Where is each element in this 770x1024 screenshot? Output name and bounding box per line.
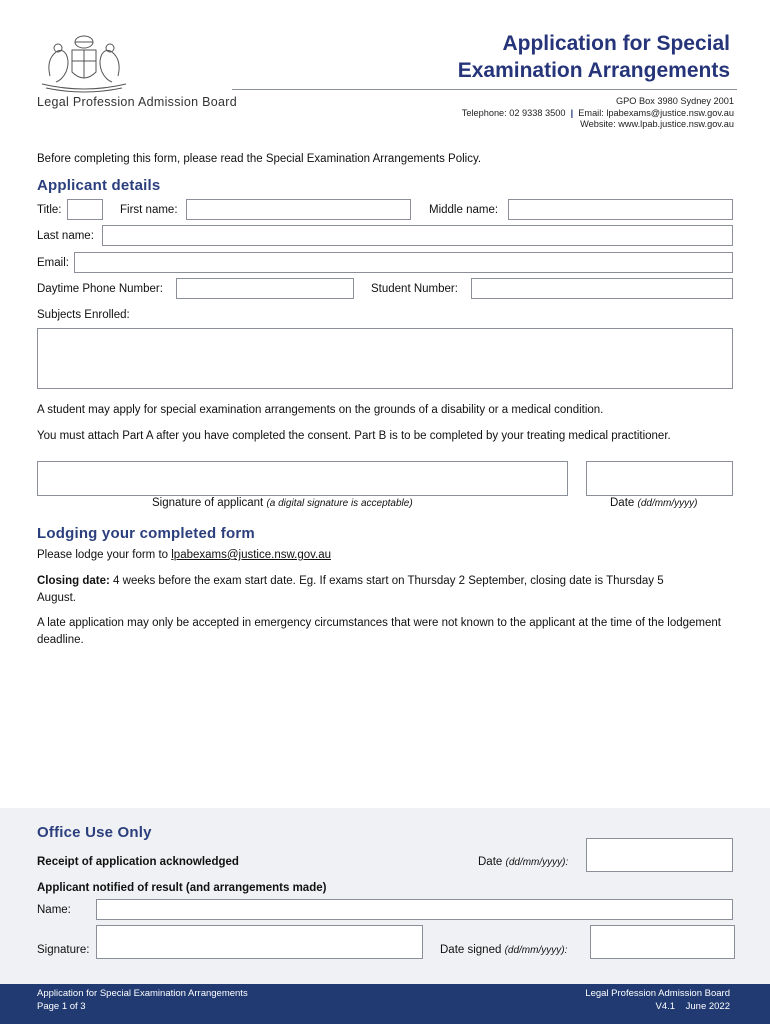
- office-use-heading: Office Use Only: [37, 824, 152, 841]
- lodging-heading: Lodging your completed form: [37, 525, 255, 542]
- title-line-1: Application for Special: [502, 32, 730, 55]
- office-name-field[interactable]: [96, 899, 733, 920]
- signature-label: Signature of applicant: [152, 497, 264, 509]
- office-date-hint: (dd/mm/yyyy):: [505, 857, 569, 868]
- subjects-label: Subjects Enrolled:: [37, 309, 130, 321]
- footer-doc-title: Application for Special Examination Arrangements: [37, 988, 248, 999]
- closing-date-text: [37, 573, 677, 607]
- date-label: Date: [610, 497, 635, 509]
- title-field[interactable]: [67, 199, 103, 220]
- address: GPO Box 3980 Sydney 2001: [616, 96, 734, 106]
- email-contact: Email: lpabexams@justice.nsw.gov.au: [578, 107, 734, 118]
- student-number-label: Student Number:: [371, 283, 458, 295]
- closing-date-label: Closing date:: [37, 575, 110, 587]
- contact-block: [462, 96, 734, 131]
- late-application-text: A late application may only be accepted in emergency circumstances that were not known to the applicant at the time of the lodgement deadline.: [37, 617, 722, 646]
- notified-label: Applicant notified of result (and arrangements made): [37, 882, 327, 894]
- closing-date-detail: 4 weeks before the exam start date. Eg. If exams start on Thursday 2 September, closing date is Thursday 5 August.: [37, 575, 664, 604]
- signature-field[interactable]: [37, 461, 568, 496]
- grounds-text: A student may apply for special examination arrangements on the grounds of a disability or a medical condition.: [37, 404, 604, 416]
- lodge-text: [37, 547, 331, 564]
- first-name-label: First name:: [120, 204, 178, 216]
- office-signature-label: Signature:: [37, 944, 90, 956]
- email-label: Email:: [37, 257, 69, 269]
- header-divider: [232, 89, 737, 90]
- lodge-prefix: Please lodge your form to: [37, 549, 169, 561]
- intro-text: Before completing this form, please read the Special Examination Arrangements Policy.: [37, 153, 482, 165]
- middle-name-label: Middle name:: [429, 204, 499, 216]
- applicant-details-heading: Applicant details: [37, 177, 161, 194]
- signature-hint: (a digital signature is acceptable): [266, 498, 413, 509]
- date-hint: (dd/mm/yyyy): [637, 498, 698, 509]
- student-number-field[interactable]: [471, 278, 733, 299]
- footer-org: Legal Profession Admission Board: [585, 988, 730, 999]
- signature-caption: [152, 497, 413, 509]
- footer-page-number: Page 1 of 3: [37, 1001, 86, 1012]
- office-name-label: Name:: [37, 904, 71, 916]
- office-date-caption: [478, 856, 568, 868]
- email-field[interactable]: [74, 252, 733, 273]
- subjects-field[interactable]: [37, 328, 733, 389]
- last-name-field[interactable]: [102, 225, 733, 246]
- telephone: Telephone: 02 9338 3500: [461, 107, 566, 118]
- page-footer: [0, 984, 770, 1024]
- contact-separator: |: [570, 107, 574, 118]
- first-name-field[interactable]: [186, 199, 411, 220]
- signature-date-caption: [610, 497, 698, 509]
- date-signed-label: Date signed: [440, 944, 502, 956]
- receipt-label: Receipt of application acknowledged: [37, 856, 239, 868]
- date-signed-field[interactable]: [590, 925, 735, 959]
- footer-version-line: [656, 1001, 730, 1012]
- title-label: Title:: [37, 204, 62, 216]
- phone-field[interactable]: [176, 278, 354, 299]
- middle-name-field[interactable]: [508, 199, 733, 220]
- signature-date-field[interactable]: [586, 461, 733, 496]
- attach-text: You must attach Part A after you have completed the consent. Part B is to be completed by your treating medical practitioner.: [37, 430, 671, 442]
- last-name-label: Last name:: [37, 230, 94, 242]
- office-date-label: Date: [478, 856, 503, 868]
- coat-of-arms-logo: [36, 32, 132, 94]
- org-name: Legal Profession Admission Board: [37, 95, 237, 109]
- date-signed-hint: (dd/mm/yyyy):: [504, 945, 568, 956]
- footer-version: V4.1: [655, 1001, 676, 1012]
- footer-date: June 2022: [685, 1001, 730, 1012]
- phone-label: Daytime Phone Number:: [37, 283, 163, 295]
- website: Website: www.lpab.justice.nsw.gov.au: [580, 119, 734, 129]
- title-line-2: Examination Arrangements: [457, 59, 730, 82]
- office-signature-field[interactable]: [96, 925, 423, 959]
- lodge-email-link[interactable]: lpabexams@justice.nsw.gov.au: [171, 549, 332, 561]
- form-title: [458, 30, 730, 84]
- office-date-field[interactable]: [586, 838, 733, 872]
- date-signed-caption: [440, 944, 567, 956]
